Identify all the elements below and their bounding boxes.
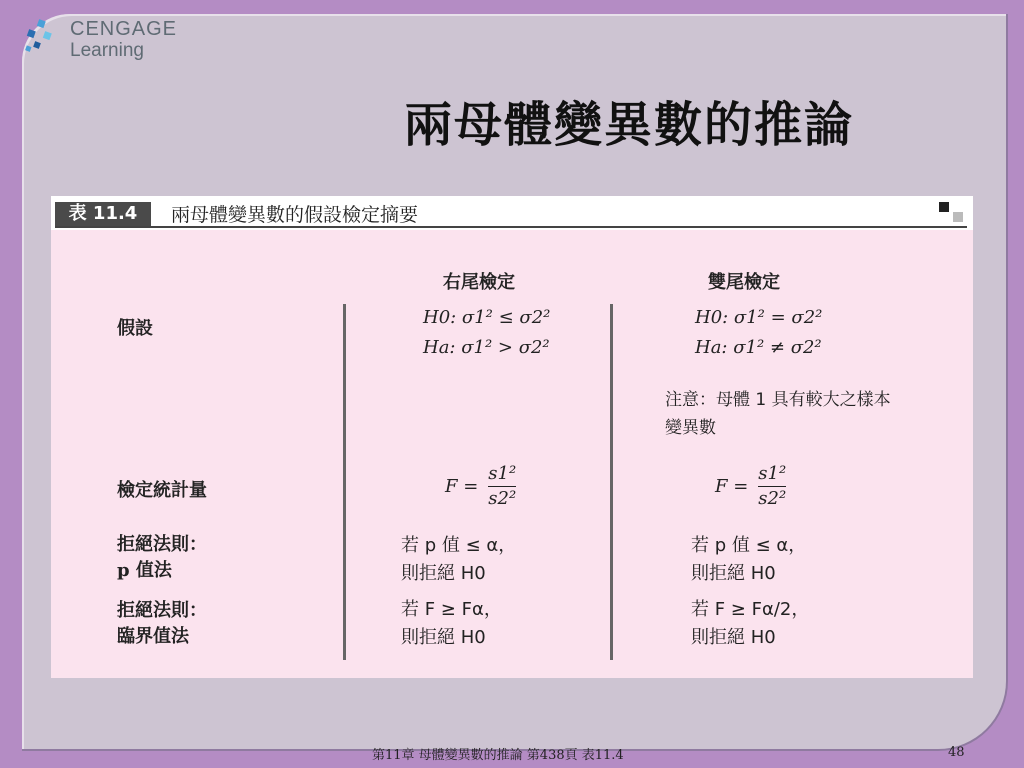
row-label-critical-rule (117, 598, 207, 650)
logo-text-bottom: Learning (70, 40, 144, 61)
two-test-statistic (715, 462, 788, 511)
corner-square-icon (939, 202, 949, 212)
row-label-hypotheses: 假設 (117, 318, 153, 339)
right-critical-rule (401, 596, 502, 652)
right-pvalue-line-1: 若 p 值 ≤ α， (401, 535, 517, 556)
denominator: s2² (488, 488, 517, 509)
logo-mark-icon (24, 18, 64, 58)
column-divider-right (610, 304, 613, 660)
slide-title: 兩母體變異數的推論 (404, 97, 855, 153)
pvalue-label-line-2: p 值法 (117, 560, 172, 581)
cengage-logo (24, 16, 184, 68)
row-label-pvalue-rule (117, 532, 207, 584)
table-header (51, 196, 973, 230)
table-badge: 表 11.4 (55, 202, 151, 226)
note-line-1: 注意：母體 1 具有較大之樣本 (665, 390, 891, 410)
right-critical-line-2: 則拒絕 H0 (401, 627, 486, 648)
column-divider-left (343, 304, 346, 660)
right-pvalue-rule (401, 532, 516, 588)
numerator: s1² (758, 463, 787, 484)
right-ha: Ha: σ1² > σ2² (423, 337, 550, 358)
right-test-statistic (445, 462, 518, 511)
two-critical-rule (691, 596, 809, 652)
two-critical-line-1: 若 F ≥ Fα/2， (691, 599, 810, 620)
table-card (51, 196, 973, 678)
two-critical-line-2: 則拒絕 H0 (691, 627, 776, 648)
denominator: s2² (758, 488, 787, 509)
column-header-right-tail: 右尾檢定 (443, 272, 515, 293)
footer-reference: 第11章 母體變異數的推論 第438頁 表11.4 (372, 748, 624, 763)
page-number: 48 (948, 745, 965, 760)
numerator: s1² (488, 463, 517, 484)
row-label-test-statistic: 檢定統計量 (117, 480, 207, 501)
two-pvalue-rule (691, 532, 806, 588)
two-h0: H0: σ1² = σ2² (695, 307, 823, 328)
right-critical-line-1: 若 F ≥ Fα， (401, 599, 502, 620)
corner-square-shadow-icon (953, 212, 963, 222)
formula-lhs: F = (445, 476, 479, 497)
column-header-two-tail: 雙尾檢定 (708, 272, 780, 293)
logo-text-top: CENGAGE (70, 18, 178, 40)
two-ha: Ha: σ1² ≠ σ2² (695, 337, 822, 358)
critical-label-line-2: 臨界值法 (117, 626, 189, 647)
note-text (665, 386, 945, 442)
two-pvalue-line-2: 則拒絕 H0 (691, 563, 776, 584)
fraction (756, 462, 788, 511)
table-caption: 兩母體變異數的假設檢定摘要 (171, 204, 419, 226)
pvalue-label-line-1: 拒絕法則： (117, 534, 207, 555)
critical-label-line-1: 拒絕法則： (117, 600, 207, 621)
note-line-2: 變異數 (665, 418, 716, 438)
formula-lhs: F = (715, 476, 749, 497)
header-rule (55, 226, 967, 228)
right-h0: H0: σ1² ≤ σ2² (423, 307, 551, 328)
right-pvalue-line-2: 則拒絕 H0 (401, 563, 486, 584)
two-pvalue-line-1: 若 p 值 ≤ α， (691, 535, 807, 556)
fraction (486, 462, 518, 511)
